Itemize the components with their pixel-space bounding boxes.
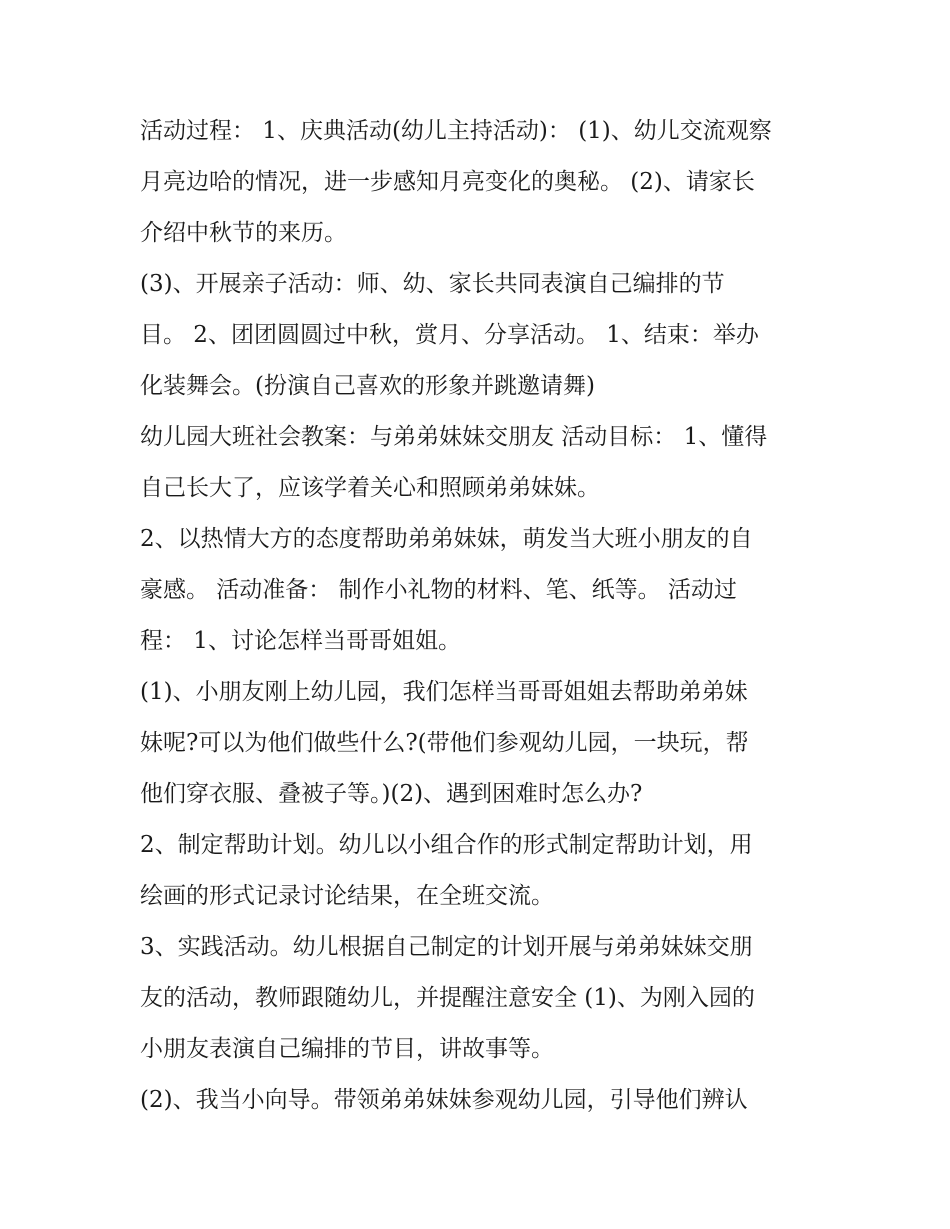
text-line: 3、实践活动。幼儿根据自己制定的计划开展与弟弟妹妹交朋 [140,934,753,960]
text-line: 程： 1、讨论怎样当哥哥姐姐。 [140,628,461,654]
text-line: 自己长大了，应该学着关心和照顾弟弟妹妹。 [140,475,600,501]
text-line: 介绍中秋节的来历。 [140,220,347,246]
text-line: 小朋友表演自己编排的节目，讲故事等。 [140,1036,554,1062]
text-line: 友的活动，教师跟随幼儿，并提醒注意安全 (1)、为刚入园的 [140,985,755,1011]
text-line: 活动过程： 1、庆典活动(幼儿主持活动)： (1)、幼儿交流观察 [140,118,772,144]
text-line: 目。 2、团团圆圆过中秋，赏月、分享活动。 1、结束：举办 [140,322,759,348]
text-line: (3)、开展亲子活动：师、幼、家长共同表演自己编排的节 [140,271,725,297]
text-line: (2)、我当小向导。带领弟弟妹妹参观幼儿园，引导他们辨认 [140,1087,748,1113]
text-line: (1)、小朋友刚上幼儿园，我们怎样当哥哥姐姐去帮助弟弟妹 [140,679,748,705]
text-line: 2、制定帮助计划。幼儿以小组合作的形式制定帮助计划，用 [140,832,753,858]
text-line: 2、以热情大方的态度帮助弟弟妹妹，萌发当大班小朋友的自 [140,526,753,552]
text-line: 月亮边哈的情况，进一步感知月亮变化的奥秘。 (2)、请家长 [140,169,755,195]
text-line: 妹呢?可以为他们做些什么?(带他们参观幼儿园，一块玩，帮 [140,730,749,756]
text-line: 绘画的形式记录讨论结果，在全班交流。 [140,883,554,909]
text-line: 化装舞会。(扮演自己喜欢的形象并跳邀请舞) [140,373,595,399]
document-body [140,106,810,1126]
text-line: 幼儿园大班社会教案：与弟弟妹妹交朋友 活动目标： 1、懂得 [140,424,768,450]
text-line: 他们穿衣服、叠被子等。)(2)、遇到困难时怎么办? [140,781,643,807]
text-line: 豪感。 活动准备： 制作小礼物的材料、笔、纸等。 活动过 [140,577,737,603]
